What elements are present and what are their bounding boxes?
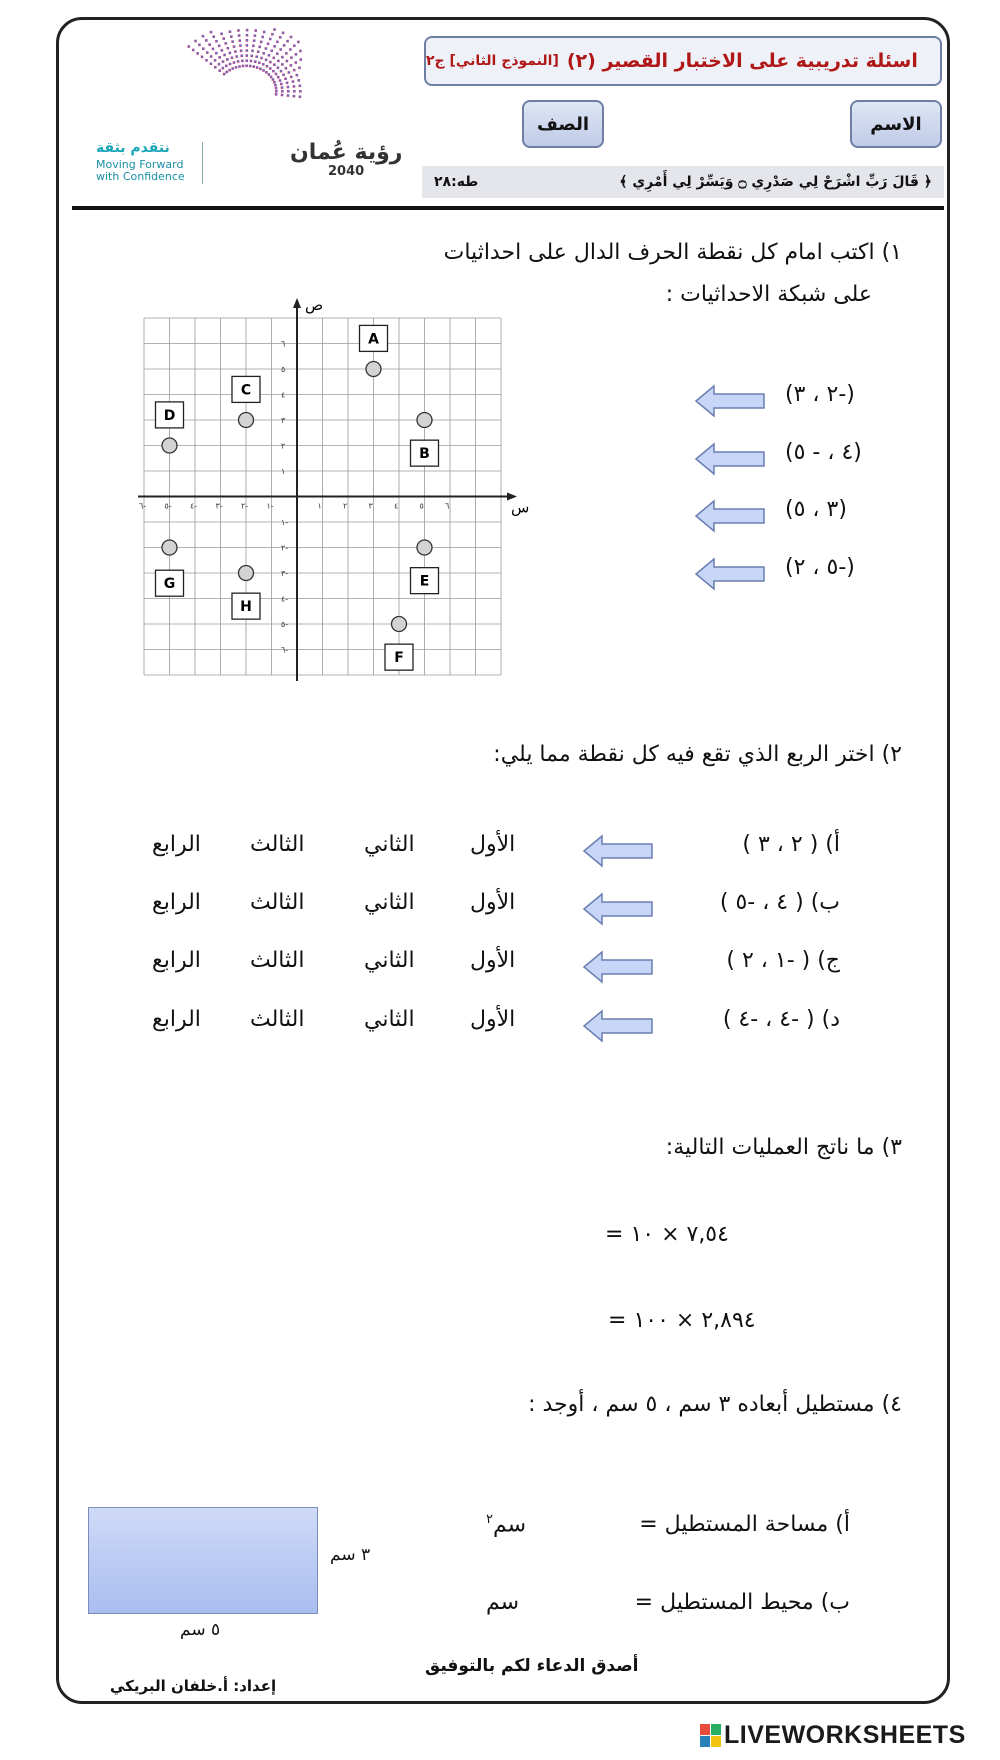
logo-dot [245,65,248,68]
x-axis-label: س [511,498,530,517]
q2-option-1[interactable]: الأول [470,948,516,973]
logo-dot [287,86,290,89]
logo-dot [299,90,302,93]
logo-dot [251,50,254,53]
q2-option-3[interactable]: الثالث [250,890,305,915]
logo-dot [281,63,284,66]
logo-dot [277,60,280,63]
logo-dot [273,28,276,31]
q2-item-point: ( ٢ ، ٣ ) [742,832,819,857]
logo-dot [225,71,228,74]
logo-dot [218,56,221,59]
q2-item-label: د) [814,1007,840,1032]
x-tick-label: ٢- [241,501,249,511]
liveworksheets-logo-icon [700,1724,722,1748]
y-tick-label: ٥- [281,620,289,629]
logo-dot [276,52,279,55]
q2-option-4[interactable]: الرابع [152,948,201,973]
logo-dot [277,76,280,79]
y-tick-label: ٣ [281,416,286,425]
q2-item-1 [742,832,840,857]
logo-dot [224,42,227,45]
closing-text: أصدق الدعاء لكم بالتوفيق [425,1656,639,1676]
point-h [239,566,254,581]
x-tick-label: ٣- [215,501,223,511]
y-tick-label: ١- [281,518,289,527]
logo-dot [287,90,290,93]
logo-dot [206,51,209,54]
logo-dot [261,36,264,39]
logo-dot [205,39,208,42]
q1-arrow-icon [694,557,766,591]
logo-dot [246,49,249,52]
point-f [392,617,407,632]
logo-dot [233,45,236,48]
q2-item-label: ب) [803,890,840,915]
logo-dot [210,62,213,65]
q2-option-1[interactable]: الأول [470,832,516,857]
logo-dot [257,50,260,53]
logo-dot [245,54,248,57]
logo-dot [235,66,238,69]
logo-dot [258,61,261,64]
perimeter-unit: سم [486,1590,520,1615]
logo-dot [196,52,199,55]
q2-option-1[interactable]: الأول [470,890,516,915]
logo-dot [253,39,256,42]
title-sub: [النموذج الثاني] ج٢ [426,53,559,69]
logo-dot [280,70,283,73]
q2-option-3[interactable]: الثالث [250,948,305,973]
point-e [417,540,432,555]
q2-option-3[interactable]: الثالث [250,1007,305,1032]
logo-dot [241,60,244,63]
logo-dot [293,44,296,47]
x-tick-label: ٤- [190,501,198,511]
logo-dot [265,47,268,50]
logo-dot [237,29,240,32]
logo-dot [290,64,293,67]
logo-slogan-en1: Moving Forward [96,158,184,171]
q2-option-1[interactable]: الأول [470,1007,516,1032]
logo-dot [287,94,290,97]
logo-dot [254,29,257,32]
logo-dot [289,48,292,51]
logo-dot [202,35,205,38]
y-tick-label: ٢- [281,543,289,553]
q3-operation-1: ٧,٥٤ × ١٠ = [605,1222,729,1247]
point-c [239,413,254,428]
point-label-c: C [240,382,252,399]
logo-dot [227,47,230,50]
logo-dot [240,49,243,52]
y-tick-label: ٦- [281,645,289,655]
logo-dot [279,48,282,51]
q2-item-point: ( ٤ ، -٥ ) [719,890,804,915]
logo-dot [192,49,195,52]
logo-dot [218,63,221,66]
q1-arrow-icon [694,499,766,533]
logo-dot [229,30,232,33]
x-tick-label: ٤ [394,501,399,511]
q1-pair-2[interactable]: (٤ ، - ٥) [785,440,862,465]
logo-dot [285,52,288,55]
y-tick-label: ٥ [281,365,286,374]
logo-dot [254,34,257,37]
logo-dot [271,33,274,36]
logo-dot [274,84,277,87]
x-tick-label: ٥ [419,501,424,511]
rectangle-width-label: ٣ سم [330,1545,371,1565]
logo-dot [295,53,298,56]
header-rule [72,206,944,210]
logo-dot [231,67,234,70]
x-tick-label: ١- [266,501,274,511]
q2-item-4 [723,1007,840,1032]
logo-dot [290,36,293,39]
point-g [162,540,177,555]
perimeter-label: ب) محيط المستطيل = [634,1590,850,1615]
logo-dot [237,60,240,63]
logo-dot [205,59,208,62]
logo-dot [269,38,272,41]
logo-dot [223,73,226,76]
point-label-a: A [368,331,379,348]
y-tick-label: ٤ [281,390,286,400]
logo-dot [297,79,300,82]
logo-dot [265,71,268,74]
logo-dot [293,85,296,88]
y-tick-label: ٦ [281,339,286,349]
logo-dot [246,29,249,32]
logo-dot [256,66,259,69]
worksheet-title [424,36,942,86]
q1-arrow-icon [694,442,766,476]
y-tick-label: ٤- [281,594,289,604]
q1-title-line2: على شبكة الاحداثيات : [665,282,872,307]
logo-dot [250,60,253,63]
q2-item-2 [720,890,840,915]
logo-dot [245,59,248,62]
title-main: اسئلة تدريبية على الاختبار القصير (٢) [566,50,918,72]
author-credit: إعداد: أ.خلفان البريكي [110,1677,277,1695]
verse-text: ﴿ قَالَ رَبِّ اشْرَحْ لِي صَدْرِي ۝ وَيَسِّرْ لِي أَمْرِي ﴾ [619,174,932,190]
rectangle-length-label: ٥ سم [180,1620,221,1640]
logo-dot [222,60,225,63]
y-tick-label: ٣- [281,569,289,578]
logo-dot [262,52,265,55]
logo-dot [298,66,301,69]
logo-dot [273,63,276,66]
logo-dot [292,80,295,83]
logo-dot [221,49,224,52]
logo-dot [262,69,265,72]
logo-dot [252,65,255,68]
q1-pair-1[interactable]: (-٢ ، ٣) [785,382,855,407]
logo-dot [240,55,243,58]
logo-dot [263,31,266,34]
logo-vision-text: رؤية عُمان [290,140,403,165]
logo-dot [259,68,262,71]
logo-slogan-en2: with Confidence [96,170,185,183]
logo-dot [275,90,278,93]
logo-dot [283,44,286,47]
q1-pair-4[interactable]: (-٥ ، ٢) [785,555,855,580]
logo-year: 2040 [328,164,365,179]
logo-dot [202,47,205,50]
watermark-text: LIVEWORKSHEETS [724,1721,966,1749]
q4-title: ٤) مستطيل أبعاده ٣ سم ، ٥ سم ، أوجد : [528,1392,902,1417]
verse-bar [422,166,944,198]
logo-dot [262,63,265,66]
verse-reference: طه:٢٨ [434,174,479,190]
q2-option-4[interactable]: الرابع [152,890,201,915]
logo-dot [194,40,197,43]
logo-dot [267,42,270,45]
area-unit [486,1512,526,1537]
logo-dot [266,65,269,68]
point-a [366,362,381,377]
class-field-label[interactable]: الصف [522,100,604,148]
x-tick-label: ٦ [445,501,450,511]
logo-dot [220,32,223,35]
logo-dot [246,39,249,42]
logo-dot [201,56,204,59]
logo-dot [231,40,234,43]
area-label: أ) مساحة المستطيل = [639,1512,850,1537]
logo-dot [254,60,257,63]
q2-item-label: أ) [818,832,840,857]
logo-dot [260,41,263,44]
logo-dot [214,59,217,62]
y-tick-label: ٢ [281,441,286,451]
logo-dot [268,73,271,76]
logo-dot [286,60,289,63]
q2-arrow-icon [582,950,654,984]
logo-dot [234,50,237,53]
logo-dot [299,50,302,53]
logo-dot [282,32,285,35]
q2-option-4[interactable]: الرابع [152,832,201,857]
logo-dot [229,52,232,55]
logo-dot [225,65,228,68]
logo-dot [238,39,241,42]
point-d [162,438,177,453]
logo-dot [215,52,218,55]
logo-dot [252,44,255,47]
logo-dot [208,43,211,46]
logo-dot [275,73,278,76]
logo-dot [212,35,215,38]
logo-dot [214,66,217,69]
logo-dot [238,65,241,68]
logo-dot [284,77,287,80]
point-label-f: F [394,650,404,667]
logo-dot [269,67,272,70]
logo-dot [210,55,213,58]
logo-dot [269,61,272,64]
q3-operation-2: ٢,٨٩٤ × ١٠٠ = [608,1308,756,1333]
q3-title: ٣) ما ناتج العمليات التالية: [665,1135,902,1160]
q2-option-2[interactable]: الثاني [364,832,415,857]
logo-dot [281,86,284,89]
q1-title-line1: ١) اكتب امام كل نقطة الحرف الدال على احداثيات [443,240,902,265]
logo-dot [296,74,299,77]
area-unit-text: سم [492,1512,527,1538]
q2-item-point: ( -١ ، ٢ ) [726,948,811,973]
logo-dot [299,85,302,88]
logo-slogan-ar: نتقدم بثقة [96,140,170,156]
logo-dot [258,46,261,49]
area-unit-sup: ٢ [486,1512,493,1527]
q2-item-label: ج) [810,948,840,973]
logo-dot [275,93,278,96]
logo-dot [290,76,293,79]
logo-dot [279,79,282,82]
logo-dot [260,57,263,60]
logo-dot [293,95,296,98]
logo-dot [218,69,221,72]
x-tick-label: ٣ [368,501,373,511]
point-label-e: E [419,573,430,590]
logo-dot [239,44,242,47]
rectangle-figure [88,1507,318,1614]
point-label-h: H [240,599,252,616]
logo-dot [187,45,190,48]
logo-dot [212,48,215,51]
logo-dot [235,55,238,58]
x-tick-label: ٥- [164,501,172,511]
logo-dot [242,65,245,68]
logo-dot [279,36,282,39]
logo-dot [281,56,284,59]
logo-dot [218,45,221,48]
logo-dot [299,58,302,61]
q1-arrow-icon [694,384,766,418]
logo-dot [280,83,283,86]
logo-dot [293,90,296,93]
y-axis-arrow [293,298,301,308]
logo-dot [295,61,298,64]
logo-dot [233,61,236,64]
logo-dot [215,40,218,43]
logo-dot [210,31,213,34]
q2-title: ٢) اختر الربع الذي تقع فيه كل نقطة مما يلي: [493,742,902,767]
logo-dot [286,82,289,85]
logo-dot [229,63,232,66]
logo-dot [275,87,278,90]
logo-dot [246,34,249,37]
point-b [417,413,432,428]
logo-dot [270,76,273,79]
q2-item-3 [726,948,840,973]
logo-dot [272,78,275,81]
logo-dot [273,57,276,60]
logo-dot [246,44,249,47]
point-label-d: D [163,407,176,424]
logo-dot [281,90,284,93]
logo-dot [281,94,284,97]
logo-dot [293,69,296,72]
logo-dot [273,81,276,84]
x-tick-label: ٦- [139,501,147,511]
q2-item-point: ( -٤ ، -٤ ) [722,1007,815,1032]
coordinate-grid [138,294,530,684]
logo-dot [249,65,252,68]
logo-dot [222,37,225,40]
worksheet-frame [56,17,950,1704]
logo-dot [273,45,276,48]
q2-option-2[interactable]: الثاني [364,1007,415,1032]
name-field-label[interactable]: الاسم [850,100,942,148]
q2-option-3[interactable]: الثالث [250,832,305,857]
logo-dot [299,95,302,98]
x-tick-label: ١ [317,501,322,511]
point-label-g: G [163,576,176,593]
logo-dot [231,56,234,59]
q1-pair-3[interactable]: (٣ ، ٥) [785,497,847,522]
logo-dot [282,74,285,77]
y-tick-label: ١ [281,467,286,476]
logo-dot [255,55,258,58]
logo-dot [265,59,268,62]
logo-dot [230,35,233,38]
logo-dot [222,67,225,70]
q2-option-2[interactable]: الثاني [364,890,415,915]
logo-dot [290,56,293,59]
logo-dot [250,55,253,58]
logo-dot [268,54,271,57]
logo-dot [286,40,289,43]
logo-dot [285,67,288,70]
logo-dot [272,70,275,73]
logo-divider [202,142,203,184]
logo-dot [198,44,201,47]
logo-dot [270,50,273,53]
logo-dot [297,41,300,44]
y-axis-label: ص [305,296,324,314]
logo-dot [238,34,241,37]
logo-dot [288,71,291,74]
q2-arrow-icon [582,1009,654,1043]
q2-arrow-icon [582,834,654,868]
logo-dot [226,58,229,61]
vision-logo-graphic [150,28,300,178]
q2-option-4[interactable]: الرابع [152,1007,201,1032]
q2-option-2[interactable]: الثاني [364,948,415,973]
logo-dot [277,66,280,69]
logo-dot [223,54,226,57]
x-tick-label: ٢ [343,501,348,511]
point-label-b: B [419,446,430,463]
logo-dot [276,41,279,44]
logo-dot [228,69,231,72]
q2-arrow-icon [582,892,654,926]
